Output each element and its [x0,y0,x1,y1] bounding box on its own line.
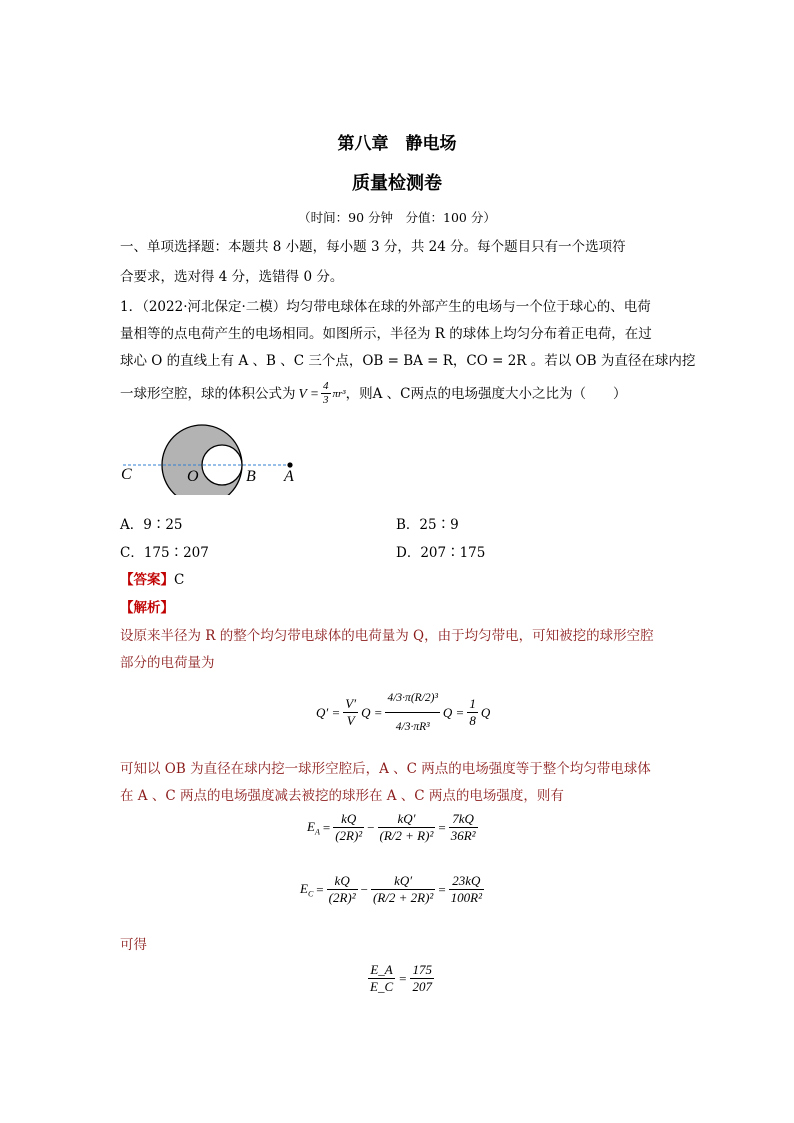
analysis-p2-line1: 可知以 OB 为直径在球内挖一球形空腔后，A 、C 两点的电场强度等于整个均匀带电球体 [120,761,651,777]
question-line4 [120,380,626,407]
eq2-lhs: $E_A$ [307,818,320,837]
question-line1: 1．（2022·河北保定·二模）均匀带电球体在球的外部产生的电场与一个位于球心的、电荷 [120,299,651,315]
option-c: C．175∶207 [120,545,209,561]
eq2-frac3-num: 7kQ [449,811,478,828]
eq1-mid: Q = [361,704,383,720]
label-a: A [284,468,294,485]
eq2-frac1 [333,811,364,844]
eq3-frac3 [449,873,484,906]
eq4-frac1-den: E_C [370,979,394,994]
section-heading-line1: 一、单项选择题：本题共 8 小题，每小题 3 分，共 24 分。每个题目只有一个选项符 [120,239,626,255]
eq3-frac3-num: 23kQ [449,873,484,890]
label-c: C [121,466,132,483]
eq4-frac2-den: 207 [412,979,432,994]
equation-charge [316,684,490,741]
analysis-p3: 可得 [120,937,147,953]
eq3-frac2 [371,873,435,906]
volume-formula-num: 4 [323,380,329,392]
eq2-frac2-den: (R/2 + R)² [379,828,434,843]
eq3-minus: − [360,881,368,897]
eq1-frac1 [343,696,358,729]
eq4-frac2-num: 175 [412,962,432,977]
volume-formula-lhs: V = [298,385,319,401]
exam-meta: （时间：90 分钟 分值：100 分） [298,210,496,225]
eq2-frac2-num: kQ′ [378,811,436,828]
eq2-eq2: = [438,819,446,835]
eq2-frac2 [378,811,436,844]
eq1-frac1-num: V′ [345,696,357,711]
question-line4-suffix: ，则A 、C两点的电场强度大小之比为（ ） [345,385,627,402]
question-line2: 量相等的点电荷产生的电场相同。如图所示，半径为 R 的球体上均匀分布着正电荷，在过 [120,326,652,342]
eq1-frac2-den: 4/3·πR³ [395,721,430,733]
option-b: B．25∶9 [396,517,459,533]
analysis-heading [120,598,174,618]
section-heading-line2: 合要求，选对得 4 分，选错得 0 分。 [120,269,344,285]
eq4-frac1-num: E_A [368,962,395,979]
eq1-end: Q [480,704,491,720]
label-o: O [187,468,199,485]
answer-line [120,570,184,590]
eq3-eq2: = [438,881,446,897]
option-a: A．9∶25 [120,517,183,533]
analysis-tag: 【解析】 [120,600,174,616]
eq1-mid2: Q = [442,704,465,720]
eq2-minus: − [367,819,375,835]
eq3-frac1-num: kQ [327,873,358,890]
volume-formula-fraction [321,380,331,407]
eq1-lhs: Q′ = [316,704,341,720]
analysis-p2-line2: 在 A 、C 两点的电场强度减去被挖的球形在 A 、C 两点的电场强度，则有 [120,788,564,804]
eq2-frac3-den: 36R² [450,828,476,843]
eq2-frac3 [449,811,478,844]
chapter-title: 第八章 静电场 [337,134,457,154]
eq3-frac3-den: 100R² [450,890,482,905]
page-title: 质量检测卷 [352,173,442,194]
option-d: D．207∶175 [396,545,486,561]
eq3-frac2-den: (R/2 + 2R)² [372,890,434,905]
label-b: B [246,468,256,485]
eq3-frac2-num: kQ′ [371,873,435,890]
eq2-frac1-num: kQ [333,811,364,828]
eq3-frac1 [327,873,358,906]
eq1-frac2 [385,684,439,741]
equation-field-c [300,873,484,906]
eq3-eq: = [316,881,324,897]
eq4-frac1 [368,962,395,995]
question-line3: 球心 O 的直线上有 A 、B 、C 三个点，OB = BA = R，CO = 2R 。若以 OB 为直径在球内挖 [120,353,696,369]
answer-tag: 【答案】 [120,572,174,588]
eq1-frac2-num: 4/3·π(R/2)³ [385,684,439,713]
eq3-lhs: $E_C$ [300,880,314,899]
eq1-frac3 [467,696,478,729]
analysis-p1-line2: 部分的电荷量为 [120,655,215,671]
eq4-eq: = [399,970,407,986]
answer-value: C [174,572,185,588]
volume-formula-rest: πr³ [332,387,346,400]
eq1-frac3-den: 8 [469,713,476,728]
point-a-dot [287,462,292,467]
eq2-frac1-den: (2R)² [335,828,363,843]
eq1-frac1-den: V [346,713,355,728]
analysis-p1-line1: 设原来半径为 R 的整个均匀带电球体的电荷量为 Q，由于均匀带电，可知被挖的球形空腔 [120,628,654,644]
eq2-eq: = [322,819,331,835]
equation-ratio [368,962,434,995]
volume-formula-den: 3 [323,394,329,406]
eq1-frac3-num: 1 [469,696,476,711]
eq3-frac1-den: (2R)² [328,890,356,905]
equation-field-a [307,811,478,844]
question-line4-prefix: 一球形空腔，球的体积公式为 [120,385,296,402]
eq4-frac2 [410,962,434,995]
